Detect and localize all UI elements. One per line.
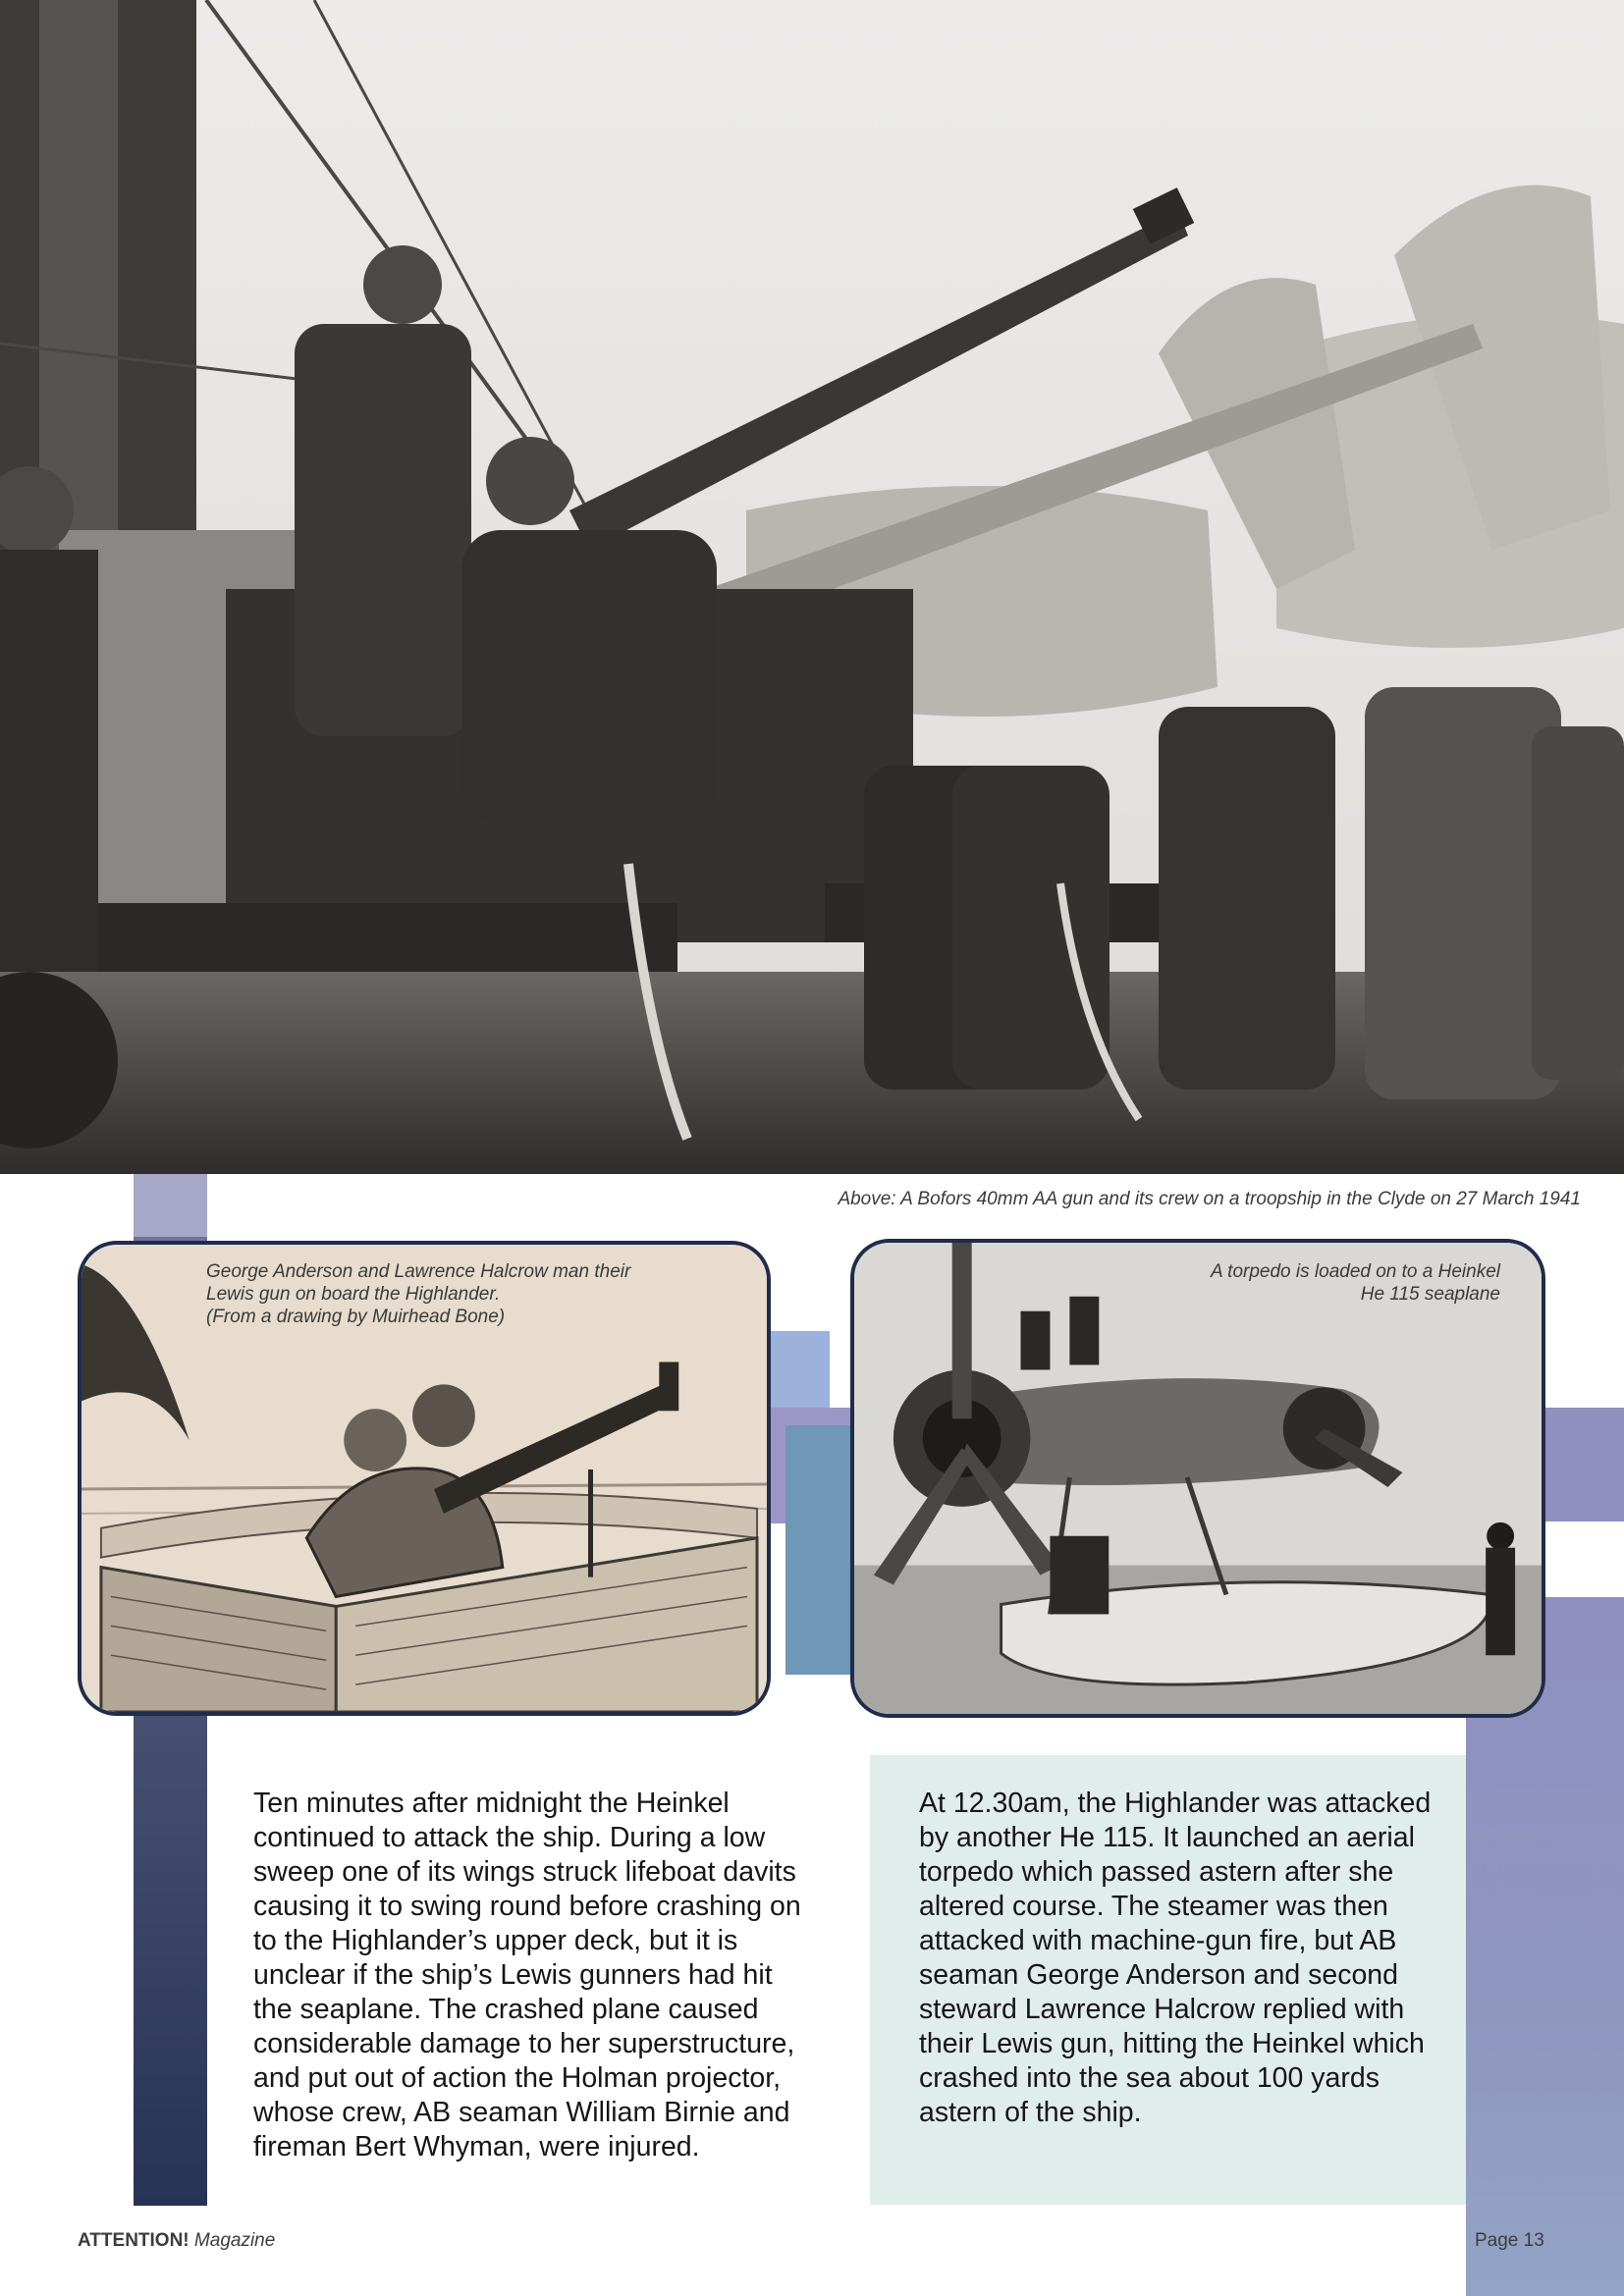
left-line-1: Ten minutes after midnight the Heinkel bbox=[253, 1788, 730, 1819]
left-line-7: the seaplane. The crashed plane caused bbox=[253, 1994, 759, 2025]
right-line-10: astern of the ship. bbox=[919, 2097, 1142, 2128]
left-caption-line-2: Lewis gun on board the Highlander. bbox=[206, 1284, 501, 1305]
right-seaplane-image bbox=[850, 1239, 1545, 1718]
left-caption-line-3: (From a drawing by Muirhead Bone) bbox=[206, 1307, 506, 1327]
left-line-8: considerable damage to her superstructure, bbox=[253, 2028, 795, 2059]
right-caption-line-1: A torpedo is loaded on to a Heinkel bbox=[1210, 1261, 1500, 1282]
page-number: Page 13 bbox=[1475, 2230, 1544, 2251]
right-line-5: attacked with machine-gun fire, but AB bbox=[919, 1925, 1397, 1956]
left-line-11: fireman Bert Whyman, were injured. bbox=[253, 2131, 700, 2163]
right-line-2: by another He 115. It launched an aerial bbox=[919, 1822, 1415, 1853]
left-line-2: continued to attack the ship. During a low bbox=[253, 1822, 766, 1853]
right-line-7: steward Lawrence Halcrow replied with bbox=[919, 1994, 1405, 2025]
left-line-4: causing it to swing round before crashing on bbox=[253, 1891, 801, 1922]
top-photo-caption: Above: A Bofors 40mm AA gun and its crew on a troopship in the Clyde on 27 March 1941 bbox=[838, 1189, 1581, 1209]
footer-brand-suffix: Magazine bbox=[193, 2230, 276, 2251]
footer-brand bbox=[78, 2230, 275, 2252]
steel-blue-block bbox=[785, 1425, 854, 1675]
right-line-8: their Lewis gun, hitting the Heinkel which bbox=[919, 2028, 1425, 2059]
right-line-9: crashed into the sea about 100 yards bbox=[919, 2062, 1380, 2094]
left-line-3: sweep one of its wings struck lifeboat davits bbox=[253, 1856, 796, 1888]
right-line-6: seaman George Anderson and second bbox=[919, 1959, 1399, 1991]
left-line-10: whose crew, AB seaman William Birnie and bbox=[253, 2097, 790, 2128]
right-line-3: torpedo which passed astern after she bbox=[919, 1856, 1394, 1888]
left-article-column bbox=[253, 1787, 862, 2164]
right-article-column bbox=[919, 1787, 1469, 2130]
right-seaplane-caption bbox=[1041, 1260, 1500, 1306]
light-blue-block bbox=[771, 1331, 830, 1410]
footer-brand-name: ATTENTION! bbox=[78, 2230, 189, 2251]
left-line-9: and put out of action the Holman projector, bbox=[253, 2062, 782, 2094]
left-drawing-caption bbox=[206, 1260, 756, 1328]
right-line-1: At 12.30am, the Highlander was attacked bbox=[919, 1788, 1432, 1819]
left-caption-line-1: George Anderson and Lawrence Halcrow man their bbox=[206, 1261, 631, 1282]
left-line-5: to the Highlander’s upper deck, but it is bbox=[253, 1925, 738, 1956]
right-caption-line-2: He 115 seaplane bbox=[1360, 1284, 1500, 1305]
left-line-6: unclear if the ship’s Lewis gunners had hit bbox=[253, 1959, 773, 1991]
right-line-4: altered course. The steamer was then bbox=[919, 1891, 1388, 1922]
